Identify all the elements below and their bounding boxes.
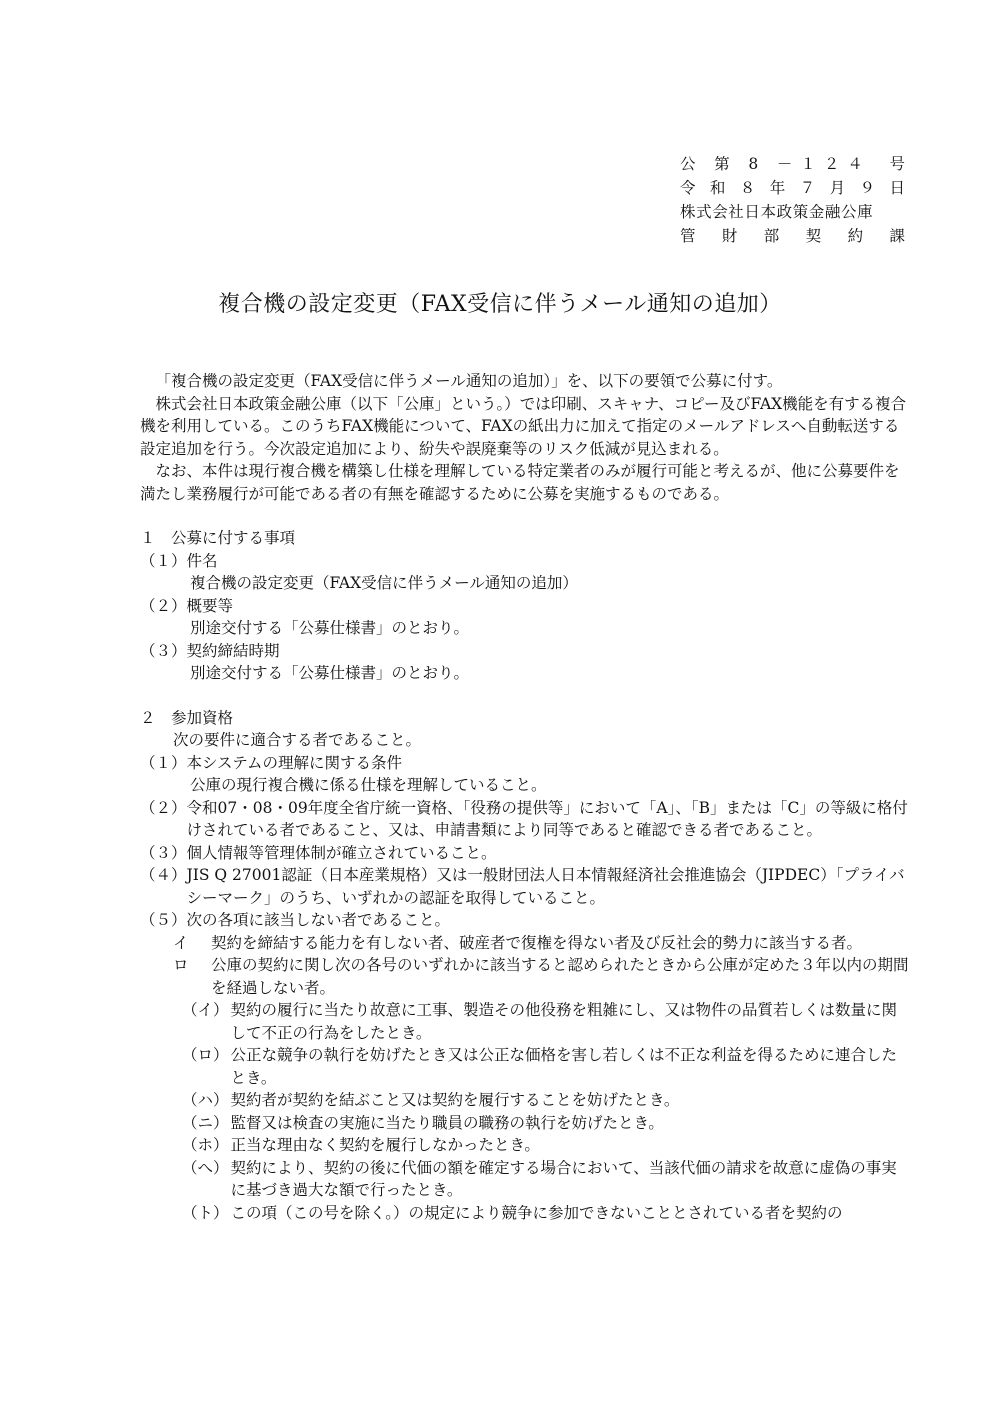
header-char: 契: [805, 227, 822, 245]
kana-item: [140, 932, 910, 955]
paren-text: 正当な理由なく契約を履行しなかったとき。: [230, 1136, 540, 1154]
item-label: （５）: [140, 911, 187, 929]
paren-text: 契約により、契約の後に代価の額を確定する場合において、当該代価の請求を故意に虚偽の事実に基づき過大な額で行ったとき。: [230, 1158, 897, 1199]
section-1-item: [140, 595, 910, 640]
paren-item: [140, 1202, 910, 1225]
document-title: 複合機の設定変更（FAX受信に伴うメール通知の追加）: [218, 292, 782, 317]
header-char: 株式会社日本政策金融公庫: [680, 203, 874, 221]
kana-label: イ: [173, 933, 189, 952]
section-heading: １ 公募に付する事項: [140, 529, 296, 547]
item-label: （４）: [140, 866, 187, 884]
header-char: 月: [829, 179, 846, 197]
header-char: 部: [763, 227, 780, 245]
kana-item: [140, 954, 910, 999]
section-2-item: [140, 864, 910, 909]
paren-label: （ホ）: [182, 1136, 229, 1154]
item-title: 概要等: [186, 596, 234, 615]
intro-paragraph: 株式会社日本政策金融公庫（以下「公庫」という。）では印刷、スキャナ、コピー及びFAX機能を有する複合機を利用している。このうちFAX機能について、FAXの紙出力に加えて指定のメールアドレスへ自動転送する設定追加を行う。今次設定追加により、紛失や誤廃棄等のリスク低減が見込まれる。: [140, 394, 907, 458]
header-char: 約: [847, 227, 864, 245]
header-char: 財: [721, 227, 738, 245]
paren-label: （ロ）: [182, 1046, 229, 1064]
paren-text: この項（この号を除く。）の規定により競争に参加できないこととされている者を契約の: [230, 1203, 843, 1222]
section-heading: ２ 参加資格: [140, 708, 234, 727]
intro-paragraph: 「複合機の設定変更（FAX受信に伴うメール通知の追加）」を、以下の要領で公募に付す。: [155, 372, 783, 390]
header-char: ９: [859, 179, 876, 197]
header-char: ８: [739, 179, 756, 197]
paren-text: 公正な競争の執行を妨げたとき又は公正な価格を害し若しくは不正な利益を得るために連合したとき。: [230, 1046, 898, 1087]
document-body: [140, 370, 910, 1224]
section-lead: 次の要件に適合する者であること。: [173, 731, 422, 749]
header-char: 課: [889, 227, 905, 245]
kana-label: ロ: [173, 956, 189, 974]
section-2-item: [140, 909, 910, 932]
paren-item: [140, 1044, 910, 1089]
header-char: 号: [889, 155, 905, 173]
section-2-item: [140, 842, 910, 865]
item-text: 個人情報等管理体制が確立されていること。: [186, 843, 497, 862]
item-text: 本システムの理解に関する条件: [186, 753, 402, 772]
paren-label: （へ）: [182, 1158, 229, 1177]
item-title: 契約締結時期: [186, 641, 280, 660]
paren-text: 契約の履行に当たり故意に工事、製造その他役務を粗雑にし、又は物件の品質若しくは数量に関して不正の行為をしたとき。: [230, 1001, 898, 1042]
header-char: 年: [769, 179, 786, 197]
header-char: ７: [799, 179, 816, 197]
document-header: [680, 152, 905, 248]
item-label: （３）: [140, 843, 187, 862]
header-char: 管: [680, 227, 696, 245]
paren-item: [140, 1089, 910, 1112]
header-char: 令: [680, 179, 696, 197]
section-1-item: [140, 550, 910, 595]
paren-label: （イ）: [182, 1001, 229, 1019]
paren-label: （ニ）: [182, 1113, 229, 1132]
item-body: 別途交付する「公募仕様書」のとおり。: [190, 619, 470, 637]
paren-text: 監督又は検査の実施に当たり職員の職務の執行を妨げたとき。: [230, 1113, 664, 1132]
paren-item: [140, 999, 910, 1044]
item-title: 件名: [186, 551, 218, 570]
item-label: （１）: [140, 551, 187, 570]
item-body: 複合機の設定変更（FAX受信に伴うメール通知の追加）: [190, 574, 578, 592]
header-char: 日: [889, 179, 905, 197]
item-text: JIS Q 27001認証（日本産業規格）又は一般財団法人日本情報経済社会推進協会（JIPDEC）「プライバシーマーク」のうち、いずれかの認証を取得していること。: [186, 866, 905, 907]
paren-text: 契約者が契約を結ぶこと又は契約を履行することを妨げたとき。: [230, 1091, 680, 1109]
item-label: （１）: [140, 753, 187, 772]
document-number: [680, 152, 905, 176]
kana-text: 契約を締結する能力を有しない者、破産者で復権を得ない者及び反社会的勢力に該当する者。: [211, 933, 863, 952]
section-1-item: [140, 640, 910, 685]
item-text: 次の各項に該当しない者であること。: [186, 911, 451, 929]
header-char: 8: [748, 155, 759, 173]
section-2-item: [140, 752, 910, 797]
document-date: [680, 176, 905, 200]
header-char: －１２４: [776, 155, 871, 173]
header-char: 第: [714, 155, 730, 173]
section-2-item: [140, 797, 910, 842]
paren-label: （ハ）: [182, 1091, 229, 1109]
issuer-name: [680, 200, 905, 224]
item-body: 別途交付する「公募仕様書」のとおり。: [190, 664, 470, 682]
paren-label: （ト）: [182, 1203, 229, 1222]
item-label: （２）: [140, 596, 187, 615]
paren-item: [140, 1134, 910, 1157]
issuer-department: [680, 224, 905, 248]
intro-paragraph: なお、本件は現行複合機を構築し仕様を理解している特定業者のみが履行可能と考えるが、他に公募要件を満たし業務履行が可能である者の有無を確認するために公募を実施するものである。: [140, 462, 900, 503]
item-body: 公庫の現行複合機に係る仕様を理解していること。: [190, 776, 547, 794]
kana-text: 公庫の契約に関し次の各号のいずれかに該当すると認められたときから公庫が定めた３年以内の期間を経過しない者。: [211, 956, 909, 997]
header-char: 公: [680, 155, 696, 173]
item-text: 令和07・08・09年度全省庁統一資格、「役務の提供等」において「A」、「B」または「C」の等級に格付けされている者であること、又は、申請書類により同等であると確認できる者であること。: [186, 798, 908, 839]
paren-item: [140, 1157, 910, 1202]
header-char: 和: [709, 179, 726, 197]
item-label: （３）: [140, 641, 187, 660]
item-label: （２）: [140, 798, 187, 817]
paren-item: [140, 1112, 910, 1135]
